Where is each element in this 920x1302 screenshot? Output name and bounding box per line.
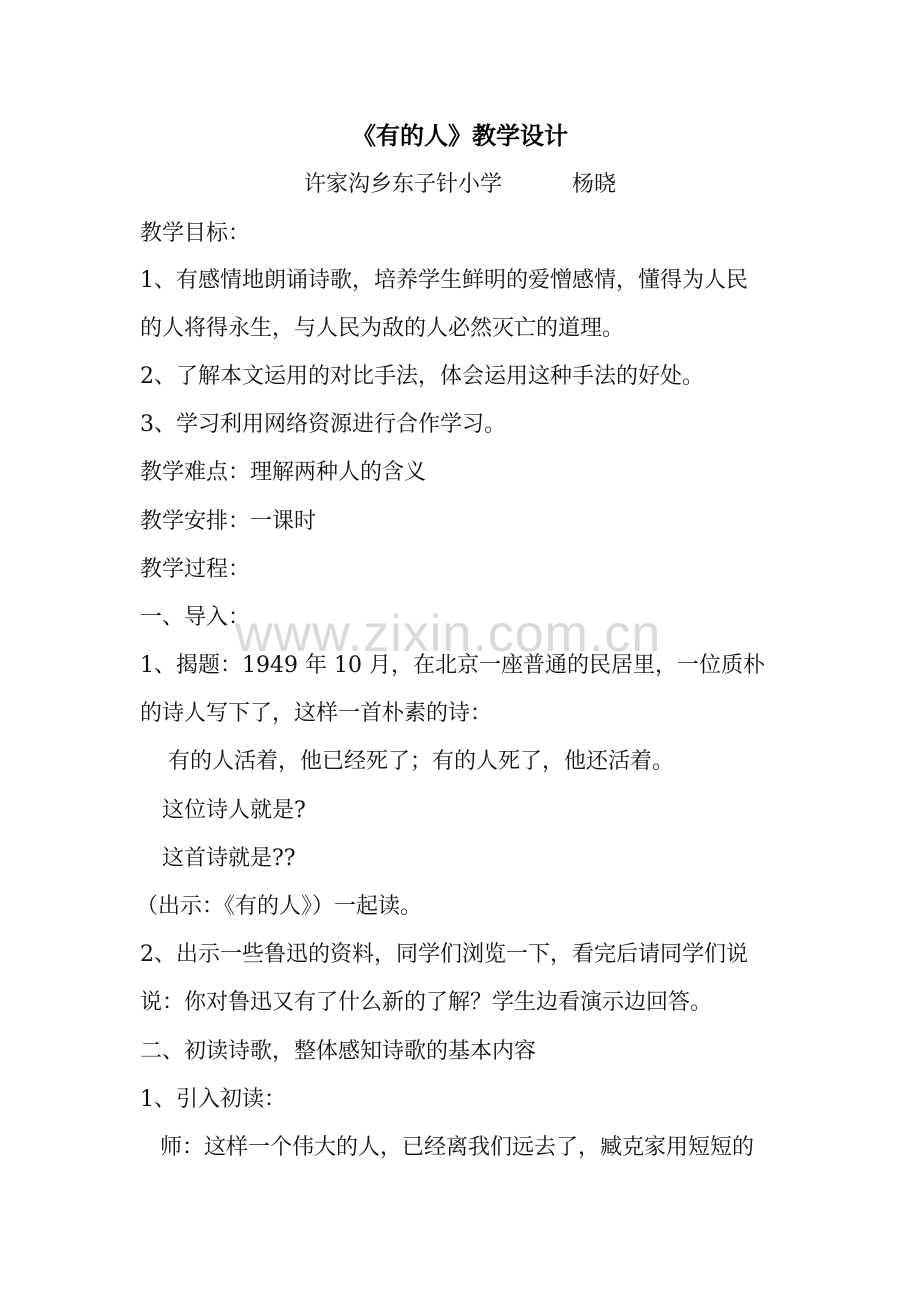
body-line: 教学安排：一课时: [140, 509, 317, 534]
body-line: 教学难点：理解两种人的含义: [140, 460, 427, 485]
body-line: 的人将得永生，与人民为敌的人必然灭亡的道理。: [140, 316, 625, 341]
byline: [0, 170, 920, 200]
body-line: （出示：《有的人》）一起读。: [136, 894, 423, 919]
body-line: 说：你对鲁迅又有了什么新的了解？学生边看演示边回答。: [140, 990, 713, 1015]
body-line: 2、出示一些鲁迅的资料，同学们浏览一下，看完后请同学们说: [140, 942, 748, 967]
body-line: 1、引入初读：: [140, 1087, 286, 1112]
body-line: 3、学习利用网络资源进行合作学习。: [140, 412, 506, 437]
body-line: 1、有感情地朗诵诗歌，培养学生鲜明的爱憎感情，懂得为人民: [140, 268, 748, 293]
body-line: 2、了解本文运用的对比手法，体会运用这种手法的好处。: [140, 364, 704, 389]
body-line: 师：这样一个伟大的人，已经离我们远去了，臧克家用短短的: [160, 1135, 755, 1160]
section-heading: 二、初读诗歌，整体感知诗歌的基本内容: [140, 1039, 537, 1064]
school-name: 许家沟乡东子针小学: [303, 172, 502, 197]
author-name: 杨晓: [572, 172, 617, 197]
body-line: 一、导入：: [140, 605, 251, 630]
body-line: 教学过程：: [140, 557, 251, 582]
body-line: 这首诗就是??: [162, 846, 296, 871]
body-line: 1、揭题：1949 年 10 月，在北京一座普通的民居里，一位质朴: [140, 653, 765, 678]
watermark: www.zixin.com.cn: [235, 605, 662, 663]
poem-line: 有的人活着，他已经死了；有的人死了，他还活着。: [168, 749, 675, 774]
document-title: 《有的人》教学设计: [352, 122, 568, 150]
body-line: 教学目标：: [140, 221, 251, 246]
body-line: 这位诗人就是?: [162, 798, 306, 823]
body-line: 的诗人写下了，这样一首朴素的诗：: [140, 701, 493, 726]
